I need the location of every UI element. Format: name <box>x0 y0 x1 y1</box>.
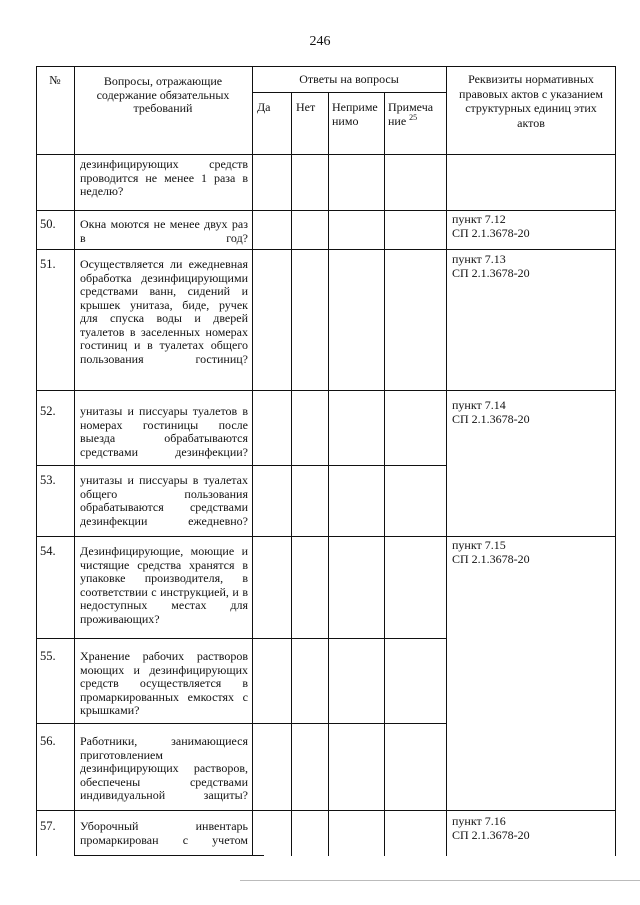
header-yes: Да <box>257 100 271 114</box>
table-border <box>615 66 616 856</box>
question-text: Работники, занимающиеся приготовлением дезинфицирующих растворов, обеспечены средствами индивидуальной защиты? <box>80 734 248 802</box>
table-border <box>252 66 253 856</box>
question-text: Хранение рабочих растворов моющих и дезинфицирующих средств осуществляется в промаркированных емкостях с крышками? <box>80 649 248 717</box>
page-edge-line <box>240 880 640 881</box>
reference-act: СП 2.1.3678-20 <box>452 552 530 566</box>
header-no: Нет <box>296 100 316 114</box>
table-border <box>252 92 446 93</box>
table-border <box>291 92 292 856</box>
question-text: унитазы и писсуары в туалетах общего пользования обрабатываются средствами дезинфекции ежедневно? <box>80 473 248 528</box>
header-answers: Ответы на вопросы <box>299 72 399 86</box>
table-border <box>446 66 447 856</box>
reference-act: СП 2.1.3678-20 <box>452 412 530 426</box>
header-not-applicable: Неприме нимо <box>332 100 378 128</box>
row-number: 55. <box>40 649 56 663</box>
row-number: 52. <box>40 404 56 418</box>
question-text: Осуществляется ли ежедневная обработка дезинфицирующими средствами ванн, сидений и крышек унитаза, биде, ручек для спуска воды и дверей туалетов в заселенных номерах гостиниц и в туалетах общего пользования гостиниц? <box>80 257 248 366</box>
page-number: 246 <box>309 34 331 49</box>
question-text: Дезинфицирующие, моющие и чистящие средства хранятся в упаковке производителя, в соответствии с инструкцией, и в недоступных местах для проживающих? <box>80 544 248 626</box>
reference-clause: пункт 7.13 <box>452 252 506 266</box>
legal-reference <box>452 398 612 426</box>
legal-reference <box>452 252 612 280</box>
header-questions: Вопросы, отражающие содержание обязательных требований <box>96 74 230 115</box>
requirements-table <box>36 66 616 856</box>
table-border <box>36 390 616 391</box>
question-text: дезинфицирующих средств проводится не менее 1 раза в неделю? <box>80 157 248 198</box>
reference-act: СП 2.1.3678-20 <box>452 226 530 240</box>
reference-clause: пункт 7.12 <box>452 212 506 226</box>
header-note-footnote: 25 <box>409 112 418 122</box>
header-note <box>388 101 444 128</box>
legal-reference <box>452 814 612 842</box>
reference-clause: пункт 7.15 <box>452 538 506 552</box>
reference-clause: пункт 7.16 <box>452 814 506 828</box>
header-requisites: Реквизиты нормативных правовых актов с указанием структурных единиц этих актов <box>459 72 603 130</box>
question-text: унитазы и писсуары туалетов в номерах гостиницы после выезда обрабатываются средствами дезинфекции? <box>80 404 248 459</box>
reference-act: СП 2.1.3678-20 <box>452 828 530 842</box>
row-number: 54. <box>40 544 56 558</box>
legal-reference <box>452 538 612 566</box>
reference-act: СП 2.1.3678-20 <box>452 266 530 280</box>
table-border <box>36 66 616 67</box>
header-number: № <box>49 73 61 87</box>
question-text: Уборочный инвентарь промаркирован с учетом <box>80 819 248 847</box>
question-text: Окна моются не менее двух раз в год? <box>80 217 248 245</box>
row-number: 51. <box>40 257 56 271</box>
reference-clause: пункт 7.14 <box>452 398 506 412</box>
table-border <box>36 154 616 155</box>
table-border <box>384 92 385 856</box>
row-number: 57. <box>40 819 56 833</box>
row-number: 50. <box>40 217 56 231</box>
row-number: 56. <box>40 734 56 748</box>
row-number: 53. <box>40 473 56 487</box>
legal-reference <box>452 212 612 240</box>
table-border <box>74 66 75 856</box>
header-note-text: Примеча ние <box>388 100 434 128</box>
table-border <box>36 66 37 856</box>
table-border <box>328 92 329 856</box>
